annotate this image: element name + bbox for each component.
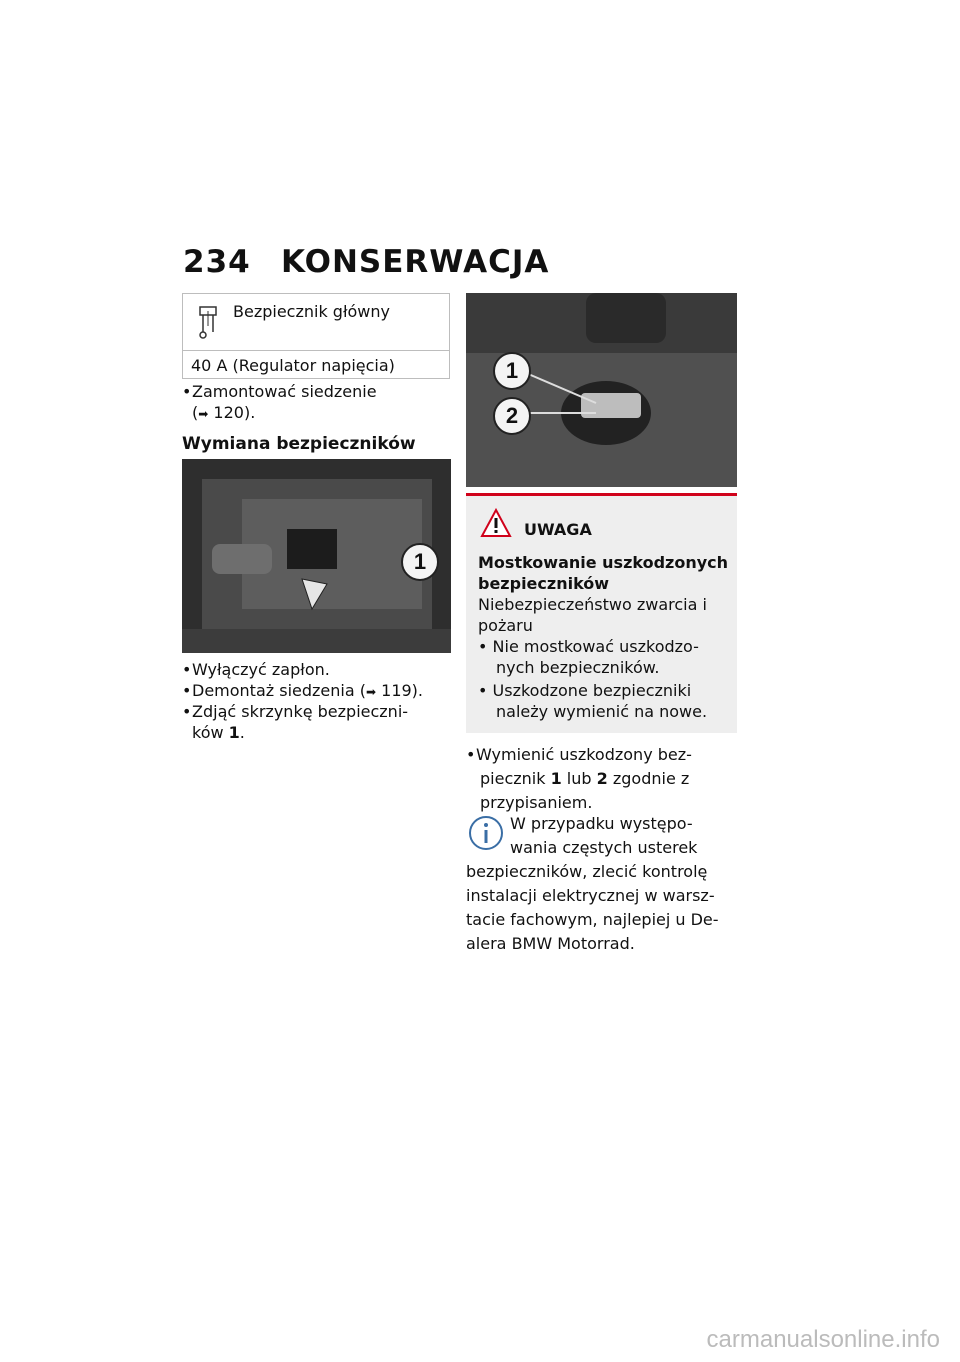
- bullet-remove-fuse-box-cont: ków 1.: [192, 723, 245, 742]
- watermark: carmanualsonline.info: [706, 1326, 940, 1353]
- note-line-6: alera BMW Motorrad.: [466, 934, 635, 953]
- note-line-3: bezpieczników, zlecić kontrolę: [466, 862, 708, 881]
- fuse-table-header-row: [183, 294, 449, 351]
- warning-bullets: [478, 636, 734, 724]
- warning-title: UWAGA: [524, 520, 592, 539]
- bullet-mount-seat-ref: (➡ 120).: [192, 403, 256, 422]
- bullet-ignition-off: •Wyłączyć zapłon.: [182, 660, 330, 679]
- bullet-remove-seat: •Demontaż siedzenia (➡ 119).: [182, 681, 424, 700]
- bullet-replace-fuse-line2: piecznik 1 lub 2 zgodnie z: [480, 769, 690, 788]
- note-line-5: tacie fachowym, najlepiej u De-: [466, 910, 719, 929]
- page-ref-arrow-icon: ➡: [198, 407, 209, 421]
- note-line-1: W przypadku występo-: [510, 814, 693, 833]
- photo-callout-1: 1: [401, 543, 439, 581]
- warning-bullet: • Uszkodzone bezpieczniki należy wymienić na nowe.: [478, 681, 708, 721]
- page-ref-arrow-icon: ➡: [365, 685, 377, 699]
- warning-box: [466, 493, 737, 733]
- note-line-4: instalacji elektrycznej w warsz-: [466, 886, 715, 905]
- fuses-illustration: [466, 293, 737, 487]
- warning-heading: Mostkowanie uszkodzonych bezpieczników: [478, 553, 729, 593]
- fuse-spec: 40 A (Regulator napięcia): [191, 356, 395, 375]
- fuse-name: Bezpiecznik główny: [233, 302, 390, 321]
- bullet-mount-seat: [182, 381, 452, 402]
- bullet-replace-fuse-line3: przypisaniem.: [480, 793, 593, 812]
- photo-callout-2: 2: [493, 397, 531, 435]
- page-number: 234: [183, 244, 251, 280]
- warning-bullet: • Nie mostkować uszkodzo- nych bezpieczników.: [478, 637, 699, 677]
- section-heading: Wymiana bezpieczników: [182, 434, 416, 454]
- warning-text: Niebezpieczeństwo zwarcia i pożaru: [478, 595, 707, 635]
- fuse-icon: [197, 306, 219, 340]
- fuse-box-photo: [182, 459, 451, 653]
- info-icon: [468, 815, 504, 851]
- bullet-dot: •: [182, 382, 192, 401]
- bullet-mount-seat-text: Zamontować siedzenie: [192, 382, 377, 401]
- fuse-table: [182, 293, 450, 379]
- chapter-title: KONSERWACJA: [281, 244, 550, 280]
- fuses-photo: [466, 293, 737, 487]
- note-line-2: wania częstych usterek: [510, 838, 698, 857]
- bullet-replace-fuse: •Wymienić uszkodzony bez-: [466, 745, 692, 764]
- photo-callout-1: 1: [493, 352, 531, 390]
- warning-triangle-icon: [480, 508, 512, 538]
- bullet-remove-fuse-box: •Zdjąć skrzynkę bezpieczni-: [182, 702, 409, 721]
